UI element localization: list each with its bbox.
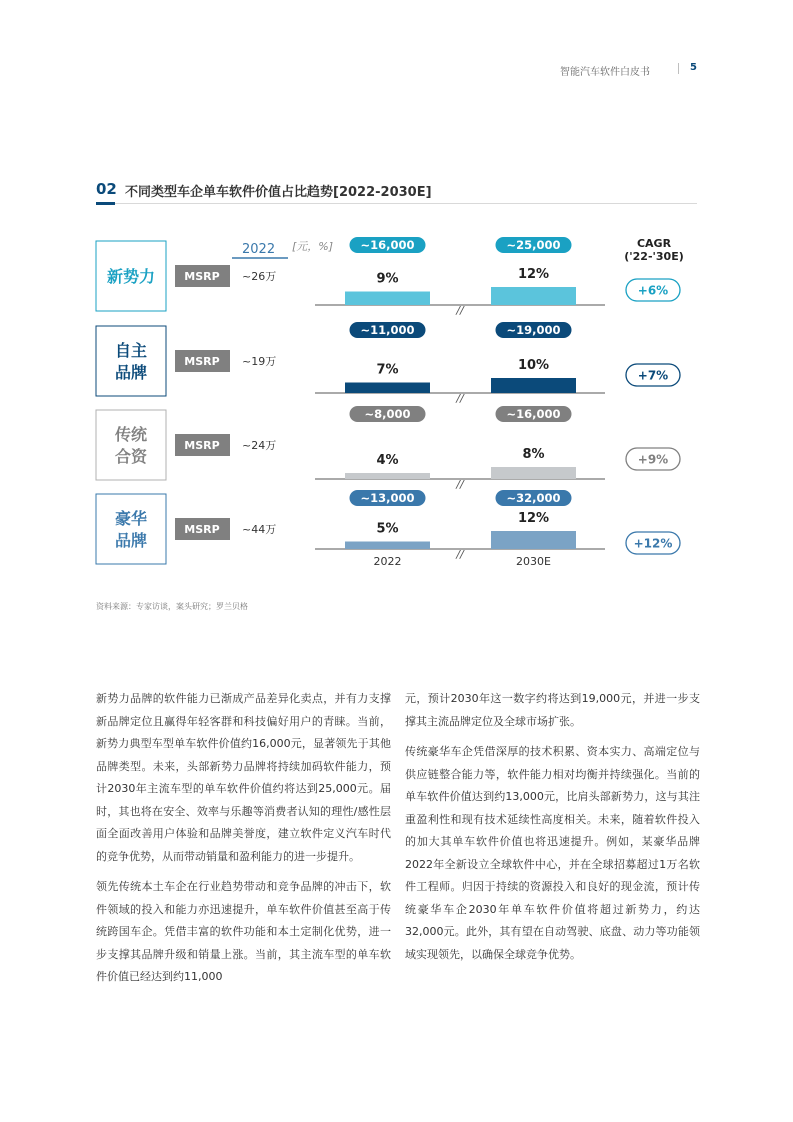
category-label: 品牌 [114,363,148,382]
msrp-value: ~24万 [242,439,277,452]
axis-break-mark: // [456,392,464,405]
body-column-left [96,688,391,997]
source-note: 资料来源：专家访谈，案头研究；罗兰贝格 [96,602,248,611]
x-tick-label: 2022 [373,555,402,568]
body-paragraph: 新势力品牌的软件能力已渐成产品差异化卖点，并有力支撑新品牌定位且赢得年轻客群和科技偏好用户的青睐。当前，新势力典型车型单车软件价值约16,000元，显著领先于其他品牌类型。未来，头部新势力品牌将持续加码软件能力，预计2030年主流车型的单车软件价值约将达到25,000元。届时，其也将在安全、效率与乐趣等消费者认知的理性/感性层面全面改善用户体验和品牌美誉度，建立软件定义汽车时代的竞争优势，从而带动销量和盈利能力的进一步提升。 [96,692,391,863]
category-label: 传统 [114,425,148,444]
value-pill-label: ~16,000 [360,238,415,252]
share-bar [491,378,576,393]
share-bar [491,287,576,305]
cagr-value: +7% [637,368,669,383]
category-label: 新势力 [106,267,156,286]
share-bar [345,542,430,550]
value-pill-label: ~32,000 [506,491,561,505]
share-label: 4% [376,453,399,468]
value-pill-label: ~16,000 [506,407,561,421]
axis-break-mark: // [456,304,464,317]
unit-note: [元，%] [292,240,334,253]
share-label: 12% [517,267,550,282]
msrp-value: ~19万 [242,355,277,368]
axis-break-mark: // [456,548,464,561]
share-label: 5% [376,521,399,537]
page-number: 5 [690,62,697,73]
share-bar [491,467,576,479]
msrp-value: ~44万 [242,523,277,536]
category-box [96,410,166,480]
body-paragraph: 传统豪华车企凭借深厚的技术积累、资本实力、高端定位与供应链整合能力等，软件能力相对均衡并持续强化。当前的单车软件价值达到约13,000元，比肩头部新势力，这与其注重盈利性和现有技术延续性高度相关。未来，随着软件投入的加大其单车软件价值也将迅速提升。例如，某豪华品牌2022年全新设立全球软件中心，并在全球招募超过1万名软件工程师。归因于持续的资源投入和良好的现金流，预计传统豪华车企2030年单车软件价值将超过新势力，约达32,000元。此外，其有望在自动驾驶、底盘、动力等功能领域实现领先，以确保全球竞争优势。 [405,745,700,961]
share-label: 7% [376,362,399,378]
msrp-tag-label: MSRP [184,439,220,452]
share-label: 8% [522,447,545,462]
category-label: 合资 [114,447,148,466]
document-title: 智能汽车软件白皮书 [560,67,650,78]
category-label: 品牌 [114,531,148,550]
value-pill-label: ~25,000 [506,238,561,252]
share-label: 9% [376,271,399,287]
baseline-year-tag: 2022 [242,242,276,257]
share-label: 10% [517,358,550,373]
value-pill-label: ~8,000 [364,407,411,421]
share-bar [345,292,430,306]
cagr-value: +9% [637,452,669,467]
category-box [96,326,166,396]
msrp-tag-label: MSRP [184,355,220,368]
value-pill-label: ~19,000 [506,323,561,337]
msrp-tag-label: MSRP [184,523,220,536]
x-tick-label: 2030E [516,555,551,568]
cagr-header-line: ('22-'30E) [624,250,684,263]
section-title: 不同类型车企单车软件价值占比趋势[2022-2030E] [125,185,432,200]
cagr-value: +12% [633,536,673,551]
cagr-header-line: CAGR [636,237,672,250]
share-bar [345,473,430,479]
value-pill-label: ~13,000 [360,491,415,505]
section-number: 02 [96,180,117,198]
value-pill-label: ~11,000 [360,323,415,337]
category-label: 豪华 [114,509,148,528]
body-paragraph: 元，预计2030年这一数字约将达到19,000元，并进一步支撑其主流品牌定位及全球市场扩张。 [405,692,700,728]
msrp-tag-label: MSRP [184,270,220,283]
category-label: 自主 [114,341,148,360]
axis-break-mark: // [456,478,464,491]
cagr-value: +6% [637,283,669,298]
body-column-right [405,688,700,974]
share-bar [491,531,576,549]
msrp-value: ~26万 [242,270,277,283]
body-paragraph: 领先传统本土车企在行业趋势带动和竞争品牌的冲击下，软件领域的投入和能力亦迅速提升，单车软件价值甚至高于传统跨国车企。凭借丰富的软件功能和本土定制化优势，进一步支撑其品牌升级和销量上涨。当前，其主流车型的单车软件价值已经达到约11,000 [96,880,391,983]
share-bar [345,383,430,394]
share-label: 12% [517,511,550,526]
category-box [96,494,166,564]
